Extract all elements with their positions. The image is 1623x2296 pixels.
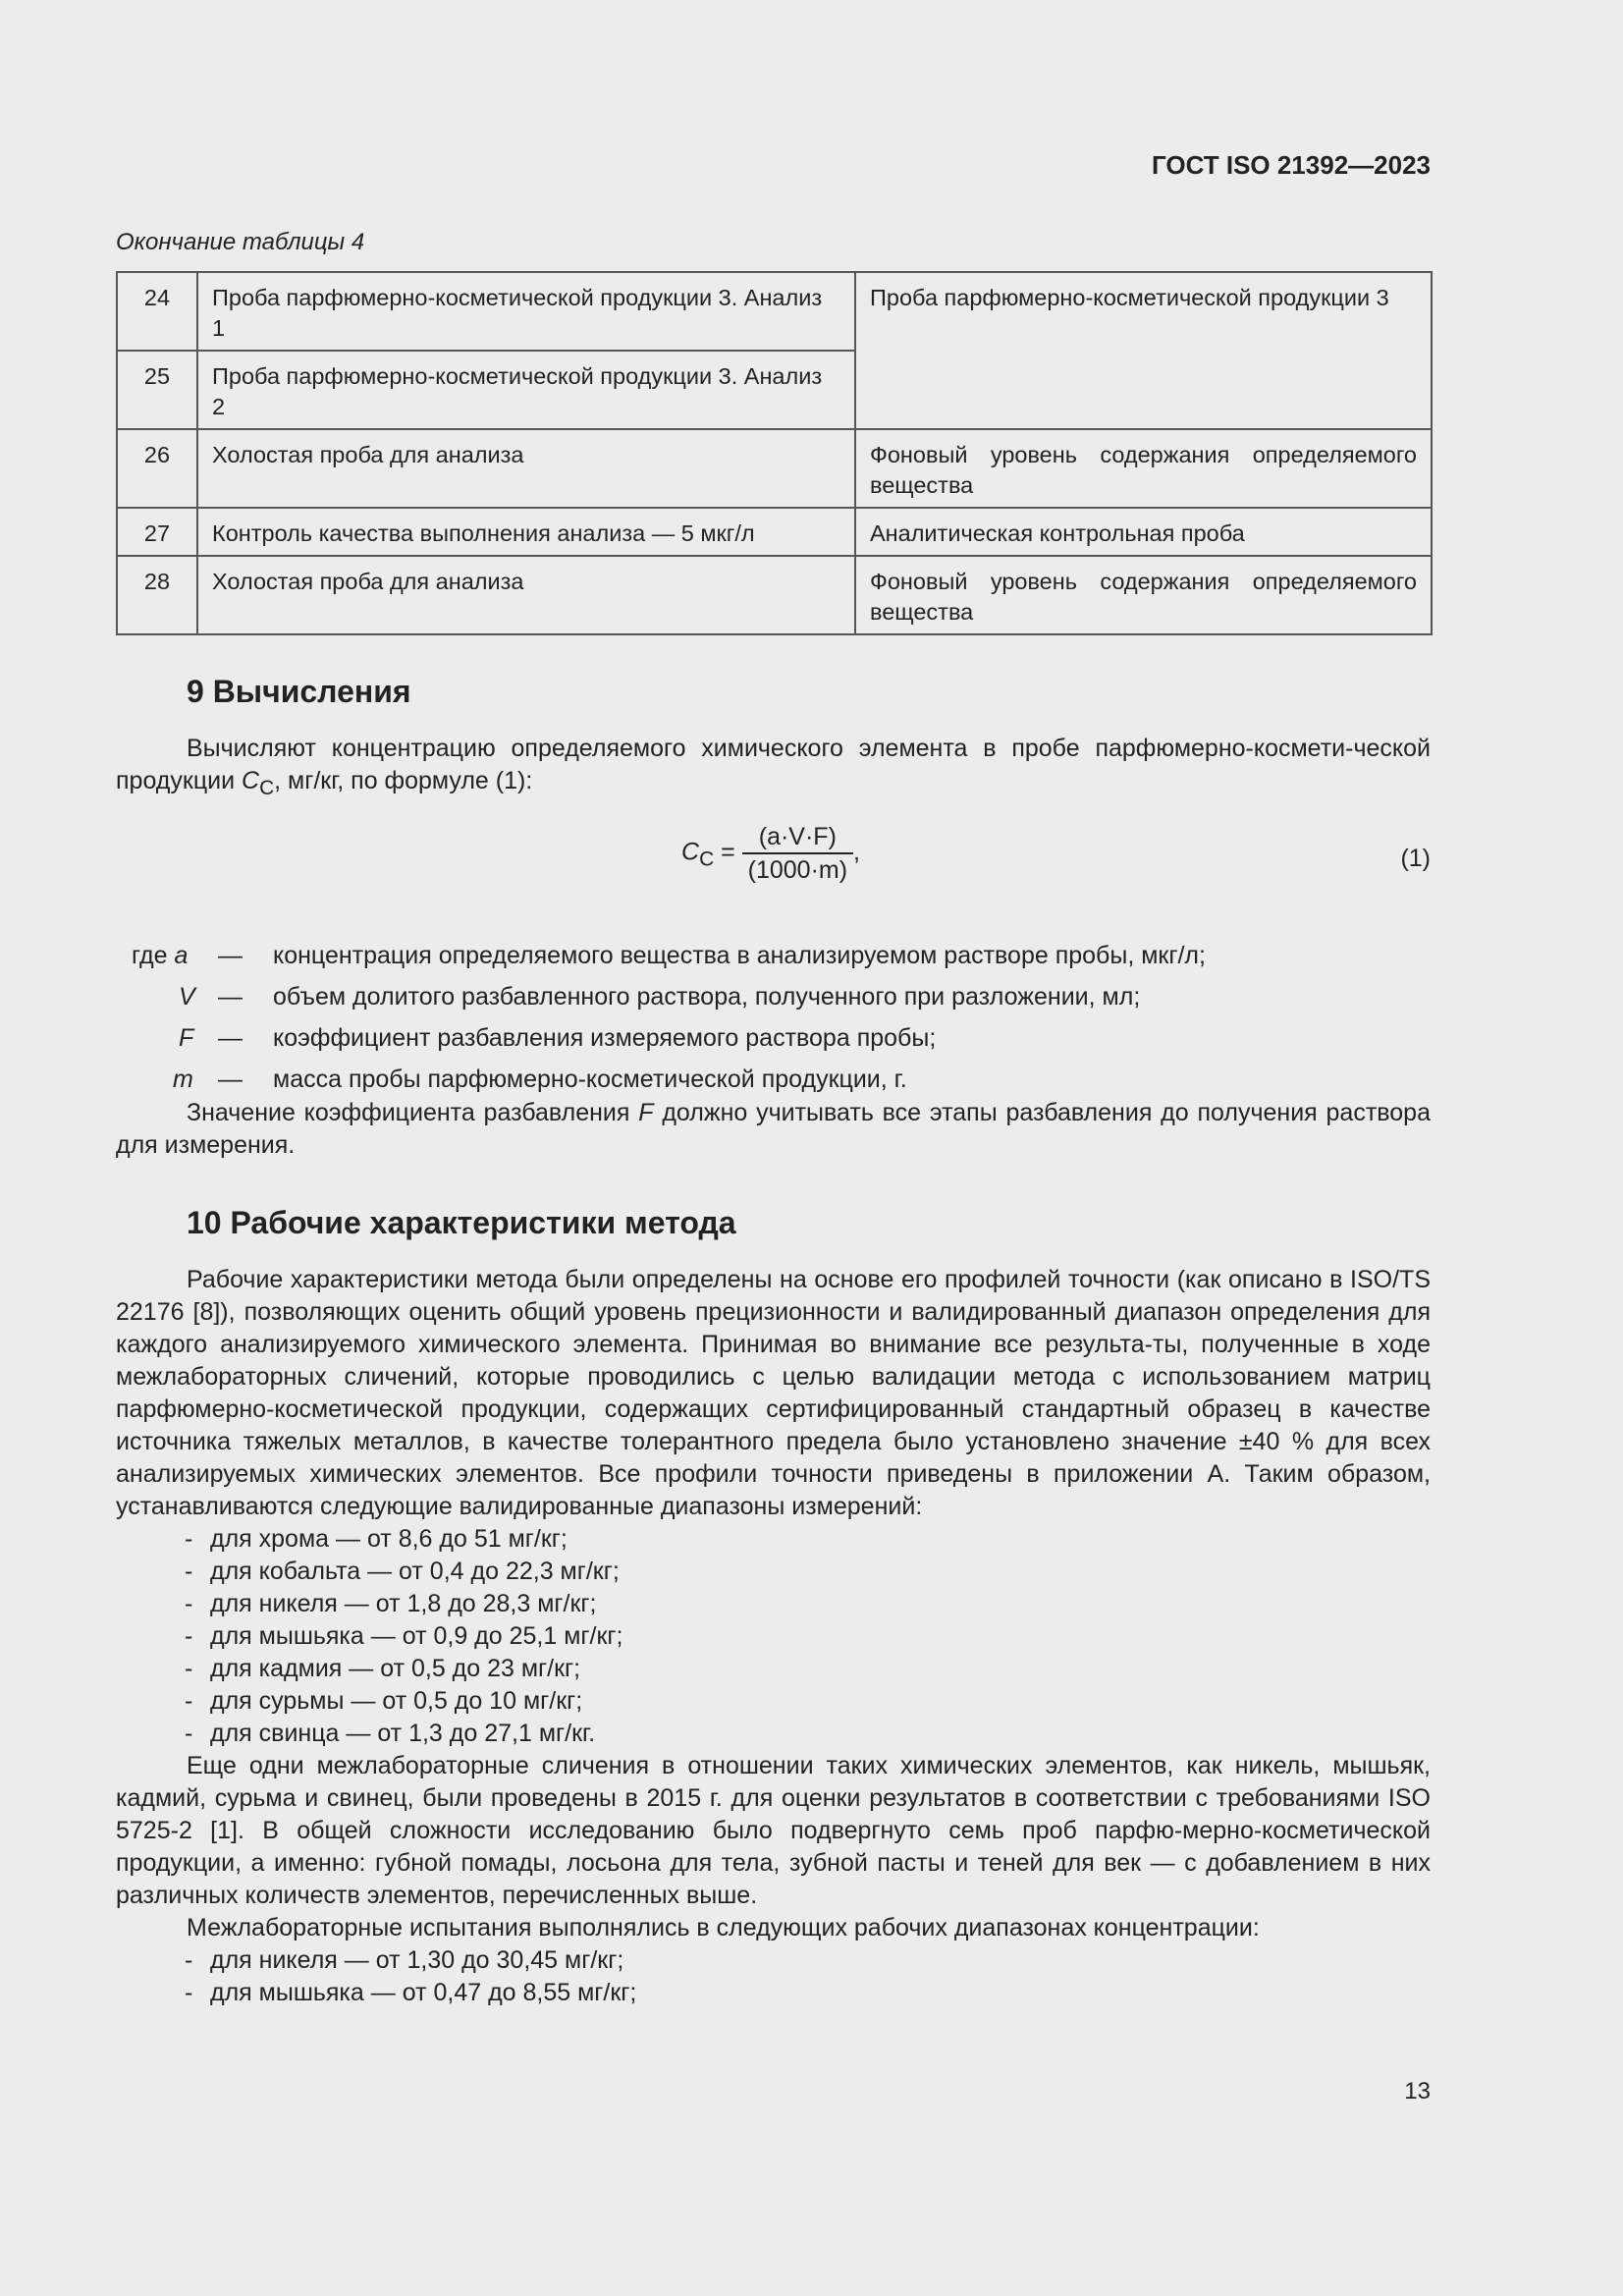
table-row [117,272,1432,351]
section-10-paragraph-1: Рабочие характеристики метода были определены на основе его профилей точности (как описано в ISO/TS 22176 [8]), позволяющих оценить общий уровень прецизионности и валидированный диапазон определения для каждого анализируемого химического элемента. Принимая во внимание все результа-ты, полученные в ходе межлабораторных сличений, которые проводились с целью валидации метода с использованием матриц парфюмерно-косметической продукции, содержащих сертифицированный стандартный образец в качестве источника тяжелых металлов, в качестве толерантного предела было установлено значение ±40 % для всех анализируемых химических элементов. Все профили точности приведены в приложении А. Таким образом, устанавливаются следующие валидированные диапазоны измерений: [116,1266,1431,1520]
where-label: где [132,942,168,969]
list-marker: - [185,1525,193,1553]
list-marker: - [185,1655,193,1682]
section-10-body [116,1264,1431,2009]
note-text: Значение коэффициента разбавления [187,1099,639,1126]
list-marker: - [185,1979,193,2006]
formula-fraction [742,823,853,884]
list-item-text: для кадмия — от 0,5 до 23 мг/кг; [210,1655,581,1682]
interlab-ranges-list [116,1944,1431,2009]
list-item [116,1977,1431,2009]
list-item-text: для сурьмы — от 0,5 до 10 мг/кг; [210,1687,583,1715]
row-description: Холостая проба для анализа [197,556,855,634]
definition-text: коэффициент разбавления измеряемого раствора пробы; [273,1024,937,1052]
document-code: ГОСТ ISO 21392—2023 [1151,150,1431,180]
definition-text: концентрация определяемого вещества в анализируемом растворе пробы, мкг/л; [273,942,1206,969]
row-description: Проба парфюмерно-косметической продукции 3. Анализ 2 [197,351,855,429]
validated-ranges-list [116,1523,1431,1750]
list-item-text: для никеля — от 1,8 до 28,3 мг/кг; [210,1590,597,1617]
formula-1 [681,823,860,884]
intro-variable-subscript: C [259,777,275,799]
formula-lhs-subscript: C [699,847,715,871]
definition-symbol: V [179,983,195,1011]
list-item [116,1944,1431,1977]
definition-dash: — [218,983,243,1011]
row-description: Проба парфюмерно-косметической продукции 3. Анализ 1 [197,272,855,351]
definition-symbol: m [173,1066,193,1093]
row-number: 27 [117,508,197,556]
table-row [117,429,1432,508]
note-variable: F [638,1099,654,1126]
row-number: 24 [117,272,197,351]
section-9-intro [116,733,1431,804]
list-marker: - [185,1946,193,1974]
list-item [116,1718,1431,1750]
row-sample-type: Фоновый уровень содержания определяемого вещества [855,429,1432,508]
formula-lhs: C [681,838,700,866]
table-row [117,508,1432,556]
list-marker: - [185,1590,193,1617]
list-item-text: для кобальта — от 0,4 до 22,3 мг/кг; [210,1558,620,1585]
section-10-heading: 10 Рабочие характеристики метода [187,1205,736,1240]
section-10-paragraph-3: Межлабораторные испытания выполнялись в следующих рабочих диапазонах концентрации: [187,1914,1260,1941]
section-10-paragraph-2: Еще одни межлабораторные сличения в отношении таких химических элементов, как никель, мышьяк, кадмий, сурьма и свинец, были проведены в 2015 г. для оценки результатов в соответствии с требованиями ISO 5725-2 [1]. В общей сложности исследованию было подвергнуто семь проб парфю-мерно-косметической продукции, а именно: губной помады, лосьона для тела, зубной пасты и теней для век — с добавлением в них различных количеств элементов, перечисленных выше. [116,1752,1431,1909]
definition-dash: — [218,1024,243,1052]
list-marker: - [185,1687,193,1715]
intro-variable: C [242,767,260,794]
page-number: 13 [1404,2078,1431,2105]
dilution-note [116,1097,1431,1162]
formula-denominator: (1000·m) [747,856,848,884]
intro-text: Вычисляют концентрацию определяемого химического элемента в пробе парфюмерно-космети-ческой продукции [116,735,1431,794]
list-item-text: для никеля — от 1,30 до 30,45 мг/кг; [210,1946,624,1974]
list-item [116,1653,1431,1685]
formula-number: (1) [1400,845,1431,872]
list-item [116,1685,1431,1718]
formula-numerator: (a·V·F) [742,823,853,854]
table-row [117,556,1432,634]
list-marker: - [185,1720,193,1747]
note-text-end: должно учитывать все этапы разбавления до получения раствора для измерения. [116,1099,1431,1159]
row-number: 25 [117,351,197,429]
list-item-text: для мышьяка — от 0,47 до 8,55 мг/кг; [210,1979,637,2006]
row-sample-type: Фоновый уровень содержания определяемого вещества [855,556,1432,634]
table-caption: Окончание таблицы 4 [116,229,365,255]
list-item [116,1620,1431,1653]
row-number: 28 [117,556,197,634]
table-4-continuation [116,271,1433,635]
list-item [116,1556,1431,1588]
list-item-text: для мышьяка — от 0,9 до 25,1 мг/кг; [210,1622,623,1650]
row-description: Холостая проба для анализа [197,429,855,508]
list-item [116,1588,1431,1620]
list-marker: - [185,1558,193,1585]
list-item-text: для хрома — от 8,6 до 51 мг/кг; [210,1525,568,1553]
definition-symbol: F [179,1024,194,1052]
formula-equals: = [721,838,735,866]
row-sample-type: Аналитическая контрольная проба [855,508,1432,556]
list-marker: - [185,1622,193,1650]
formula-trailing-comma: , [853,838,860,866]
definition-symbol: a [174,942,189,969]
definition-dash: — [218,1066,243,1093]
list-item-text: для свинца — от 1,3 до 27,1 мг/кг. [210,1720,596,1747]
list-item [116,1523,1431,1556]
row-sample-type: Проба парфюмерно-косметической продукции 3 [855,272,1432,429]
row-number: 26 [117,429,197,508]
definition-text: объем долитого разбавленного раствора, полученного при разложении, мл; [273,983,1141,1011]
intro-text-end: , мг/кг, по формуле (1): [274,767,533,794]
definition-dash: — [218,942,243,969]
definition-text: масса пробы парфюмерно-косметической продукции, г. [273,1066,907,1093]
section-9-heading: 9 Вычисления [187,674,411,709]
row-description: Контроль качества выполнения анализа — 5 мкг/л [197,508,855,556]
